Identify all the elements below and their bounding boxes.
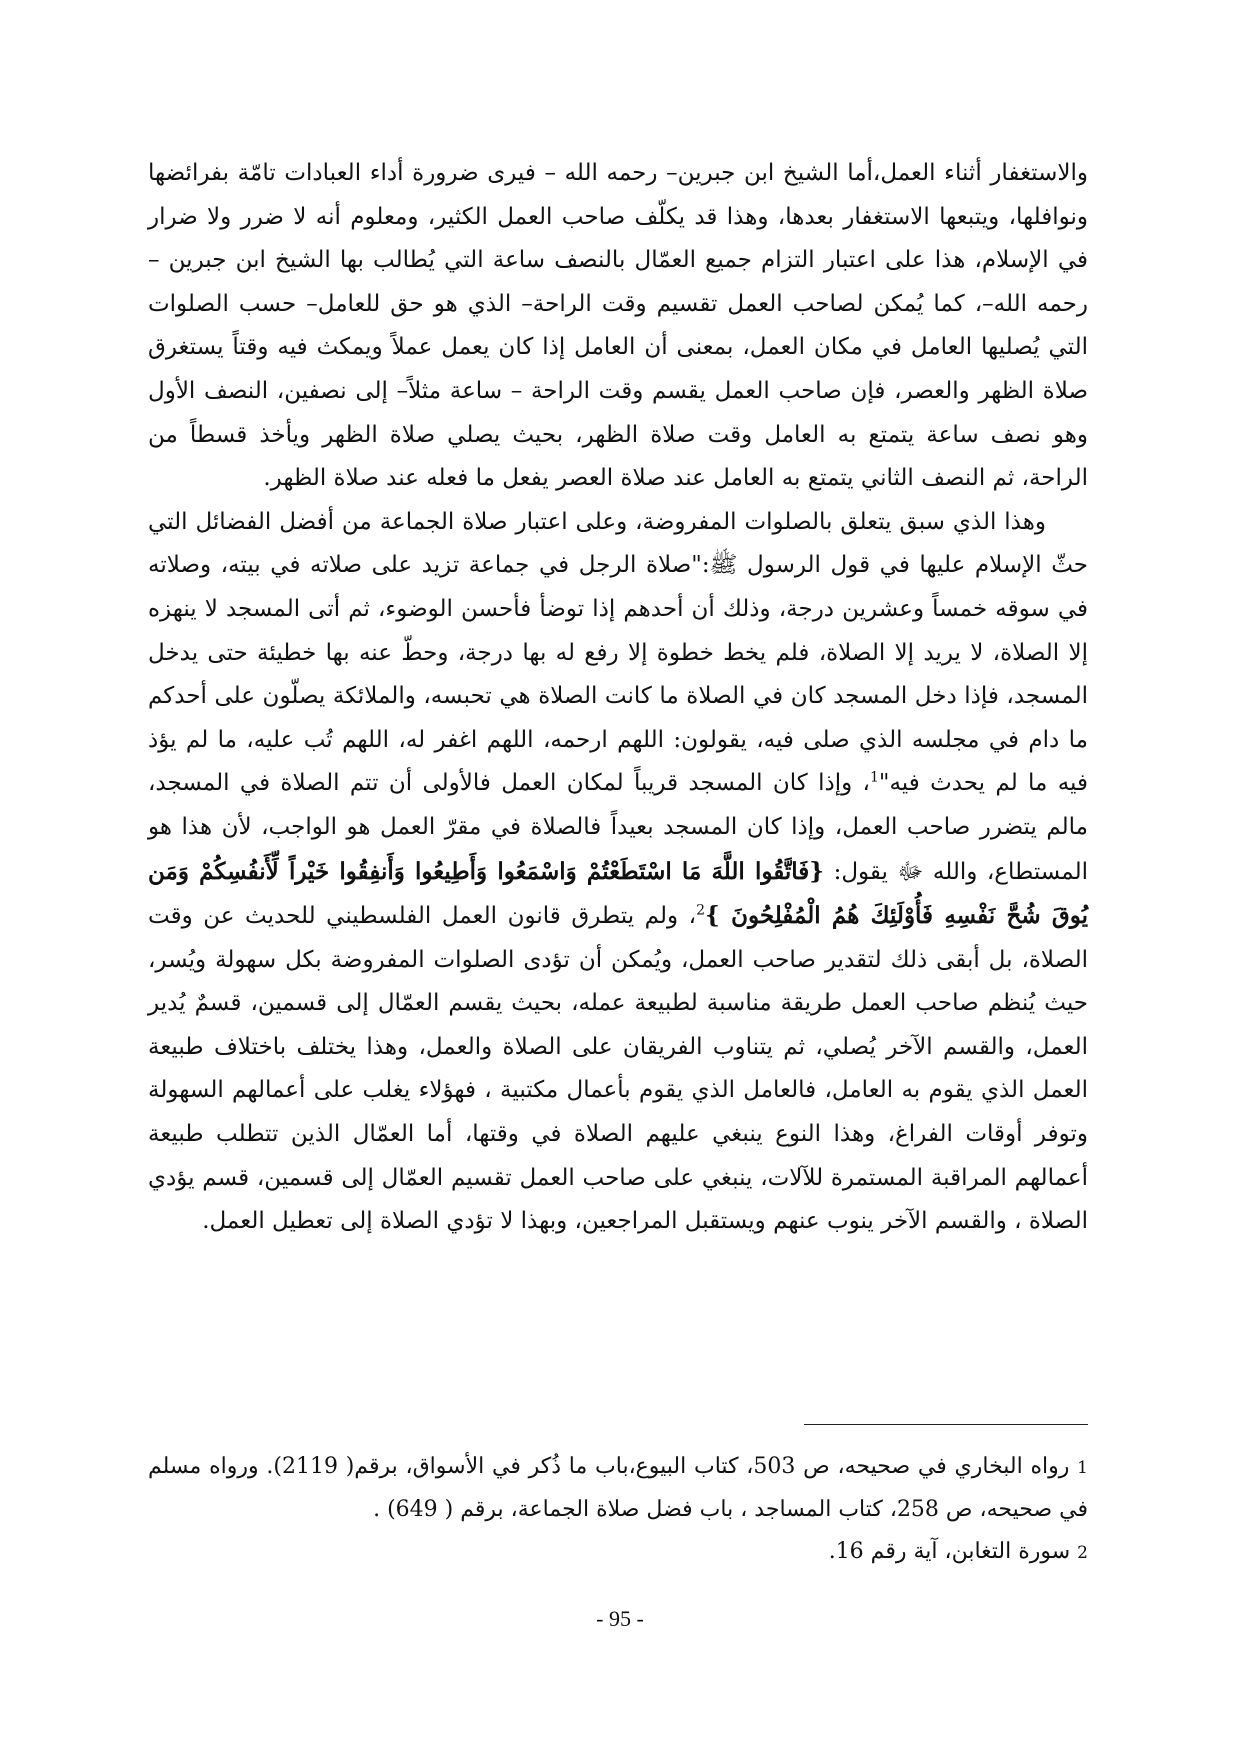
footnote-ref-1[interactable]: 1	[869, 769, 879, 786]
footnote-ref-2[interactable]: 2	[696, 902, 706, 919]
paragraph-2-part-3: ، ولم يتطرق قانون العمل الفلسطيني للحديث عن وقت الصلاة، بل أبقى ذلك لتقدير صاحب العمل، ويُمكن أن تؤدى الصلوات المفروضة بكل سهولة ويُسر، حيث يُنظم صاحب العمل طريقة مناسبة لطبيعة عمله، بحيث يقسم العمّال إلى قسمين، قسمٌ يُدير العمل، والقسم الآخر يُصلي، ثم يتناوب الفريقان على الصلاة والعمل، وهذا يختلف باختلاف طبيعة العمل الذي يقوم به العامل، فالعامل الذي يقوم بأعمال مكتبية ، فهؤلاء يغلب على أعمالهم السهولة وتوفر أوقات الفراغ، وهذا النوع ينبغي عليهم الصلاة في وقتها، أما العمّال الذين تتطلب طبيعة أعمالهم المراقبة المستمرة للآلات، ينبغي على صاحب العمل تقسيم العمّال إلى قسمين، قسم يؤدي الصلاة ، والقسم الآخر ينوب عنهم ويستقبل المراجعين، وبهذا لا تؤدي الصلاة إلى تعطيل العمل.	[148, 903, 1088, 1235]
footnotes	[148, 1446, 1088, 1574]
paragraph-2	[148, 501, 1088, 1244]
paragraph-2-part-1: وهذا الذي سبق يتعلق بالصلوات المفروضة، وعلى اعتبار صلاة الجماعة من أفضل الفضائل التي حثّ الإسلام عليها في قول الرسول ﷺ:"صلاة الرجل في جماعة تزيد على صلاته في بيته، وصلاته في سوقه خمساً وعشرين درجة، وذلك أن أحدهم إذا توضأ فأحسن الوضوء، ثم أتى المسجد لا ينهزه إلا الصلاة، لا يريد إلا الصلاة، فلم يخط خطوة إلا رفع له بها درجة، وحطّ عنه بها خطيئة حتى يدخل المسجد، فإذا دخل المسجد كان في الصلاة ما كانت الصلاة هي تحبسه، والملائكة يصلّون على أحدكم ما دام في مجلسه الذي صلى فيه، يقولون: اللهم ارحمه، اللهم اغفر له، اللهم تُب عليه، ما لم يؤذ فيه ما لم يحدث فيه"	[148, 508, 1088, 797]
main-text	[148, 152, 1088, 1244]
footnote-1-text: رواه البخاري في صحيحه، ص 503، كتاب البيوع،باب ما ذُكر في الأسواق، برقم( 2119). ورواه مسلم في صحيحه، ص 258، كتاب المساجد ، باب فضل صلاة الجماعة، برقم ( 649) .	[148, 1454, 1088, 1522]
footnote-separator	[804, 1424, 1088, 1425]
footnote-2-text: سورة التغابن، آية رقم 16.	[828, 1539, 1071, 1564]
page-number: - 95 -	[596, 1606, 644, 1631]
footnote-2-number: 2	[1077, 1543, 1088, 1563]
paragraph-1: والاستغفار أثناء العمل،أما الشيخ ابن جبرين– رحمه الله – فيرى ضرورة أداء العبادات تامّة بفرائضها ونوافلها، ويتبعها الاستغفار بعدها، وهذا قد يكلّف صاحب العمل الكثير، ومعلوم أنه لا ضرر ولا ضرار في الإسلام، هذا على اعتبار التزام جميع العمّال بالنصف ساعة التي يُطالب بها الشيخ ابن جبرين –رحمه الله–، كما يُمكن لصاحب العمل تقسيم وقت الراحة– الذي هو حق للعامل– حسب الصلوات التي يُصليها العامل في مكان العمل، بمعنى أن العامل إذا كان يعمل عملاً ويمكث فيه وقتاً يستغرق صلاة الظهر والعصر، فإن صاحب العمل يقسم وقت الراحة – ساعة مثلاً– إلى نصفين، النصف الأول وهو نصف ساعة يتمتع به العامل وقت صلاة الظهر، بحيث يصلي صلاة الظهر ويأخذ قسطاً من الراحة، ثم النصف الثاني يتمتع به العامل عند صلاة العصر يفعل ما فعله عند صلاة الظهر.	[148, 160, 1089, 492]
footnote-1	[148, 1446, 1088, 1531]
paragraph-2-part-2: ، وإذا كان المسجد قريباً لمكان العمل فالأولى أن تتم الصلاة في المسجد، مالم يتضرر صاحب العمل، وإذا كان المسجد بعيداً فالصلاة في مقرّ العمل هو الواجب، لأن هذا هو المستطاع، والله ﷻ يقول:	[148, 770, 1088, 885]
quran-verse: {فَاتَّقُوا اللَّهَ مَا اسْتَطَعْتُمْ وَاسْمَعُوا وَأَطِيعُوا وَأَنفِقُوا خَيْراً لِّأَنفُسِكُمْ وَمَن يُوقَ شُحَّ نَفْسِهِ فَأُوْلَئِكَ هُمُ الْمُفْلِحُونَ }	[148, 857, 1088, 930]
footnote-1-number: 1	[1077, 1458, 1088, 1478]
footnote-2	[148, 1531, 1088, 1574]
